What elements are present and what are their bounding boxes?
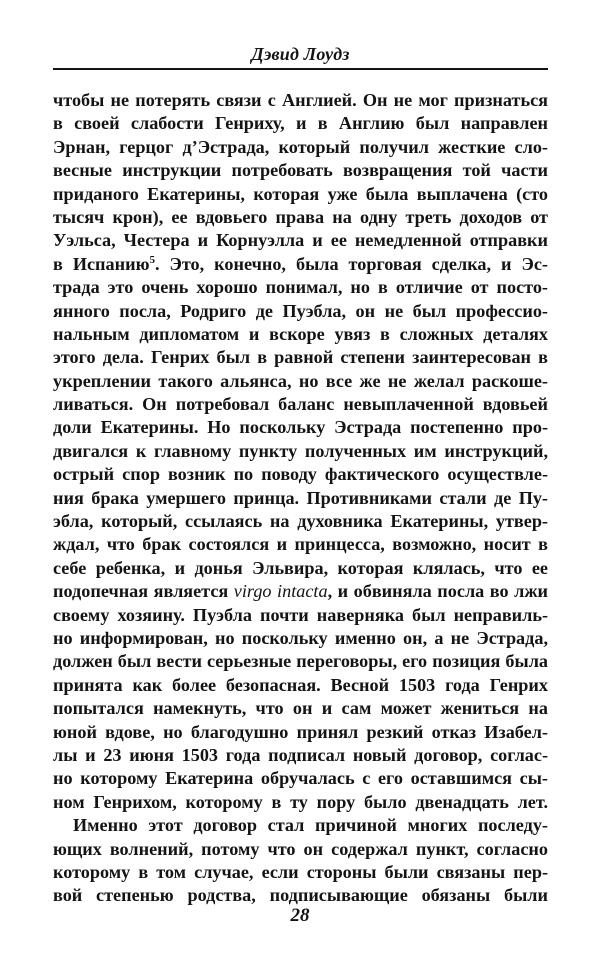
text-line-with-footnote [53,253,548,276]
text-fragment: подопечная является [53,581,234,602]
text-line: доли Екатерины. Но поскольку Эстрада постепенно про- [53,417,548,438]
text-line: Эрнан, герцог д’Эстрада, который получил жесткие сло- [53,136,548,157]
latin-italic-phrase: virgo intacta [233,581,328,602]
text-line: укреплении такого альянса, но все же не желал раскоше- [53,370,548,391]
text-line: своему хозяину. Пуэбла почти наверняка был неправиль- [53,604,548,625]
text-line: лы и 23 июня 1503 года подписал новый договор, соглас- [53,744,548,765]
text-line: ния брака умершего принца. Противниками стали де Пу- [53,487,548,508]
text-fragment: . Это, конечно, была торговая сделка, и Эс- [154,253,548,274]
text-line: ждал, что брак состоялся и принцесса, возможно, носит в [53,534,548,555]
paragraph-2 [53,814,548,908]
text-line-with-italic [53,580,548,603]
text-line: приданого Екатерины, которая уже была выплачена (сто [53,183,548,204]
text-line: себе ребенка, и донья Эльвира, которая клялась, что ее [53,557,548,578]
text-line: ном Генрихом, которому в ту пору было двенадцать лет. [53,791,548,812]
text-fragment: в Испанию [53,253,150,274]
page-number: 28 [290,905,310,926]
text-fragment: , и обвиняла посла во лжи [327,581,548,602]
text-line: которому в том случае, если стороны были связаны пер- [53,861,548,882]
text-line: но которому Екатерина обручалась с его оставшимся сы- [53,768,548,789]
text-line: янного посла, Родриго де Пуэбла, он не был профессио- [53,300,548,321]
text-line: должен был вести серьезные переговоры, его позиция была [53,651,548,672]
header-rule-divider [53,68,548,70]
text-line: эбла, который, ссылаясь на духовника Екатерины, утвер- [53,511,548,532]
text-line-first-indented: Именно этот договор стал причиной многих последу- [73,815,548,836]
text-line: этого дела. Генрих был в равной степени заинтересован в [53,347,548,368]
paragraph-1 [53,89,548,814]
text-line: в своей слабости Генриху, и в Англию был направлен [53,113,548,134]
text-line: острый спор возник по поводу фактического осуществле- [53,464,548,485]
text-line: но информирован, но поскольку именно он, а не Эстрада, [53,627,548,648]
text-line: нальным дипломатом и вскоре увяз в сложных деталях [53,323,548,344]
text-line: ливаться. Он потребовал баланс невыплаченной вдовьей [53,394,548,415]
text-line: юной вдове, но благодушно принял резкий отказ Изабел- [53,721,548,742]
text-line: тысяч крон), ее вдовьего права на одну треть доходов от [53,206,548,227]
page-body-text [53,89,548,908]
text-line: попытался намекнуть, что он и сам может жениться на [53,698,548,719]
text-line: ющих волнений, потому что он содержал пункт, согласно [53,838,548,859]
text-line: двигался к главному пункту полученных им инструкций, [53,440,548,461]
text-line: чтобы не потерять связи с Англией. Он не мог признаться [53,90,548,110]
text-line: весные инструкции потребовать возвращения той части [53,160,548,181]
text-line: вой степенью родства, подписывающие обязаны были [53,885,548,906]
text-line: Уэльса, Честера и Корнуэлла и ее немедленной отправки [53,230,548,251]
text-line: трада это очень хорошо понимал, но в отличие от посто- [53,277,548,298]
running-head-author: Дэвид Лоудз [251,44,350,64]
text-line: принята как более безопасная. Весной 1503 года Генрих [53,674,548,695]
footnote-marker[interactable]: 5 [149,253,155,266]
